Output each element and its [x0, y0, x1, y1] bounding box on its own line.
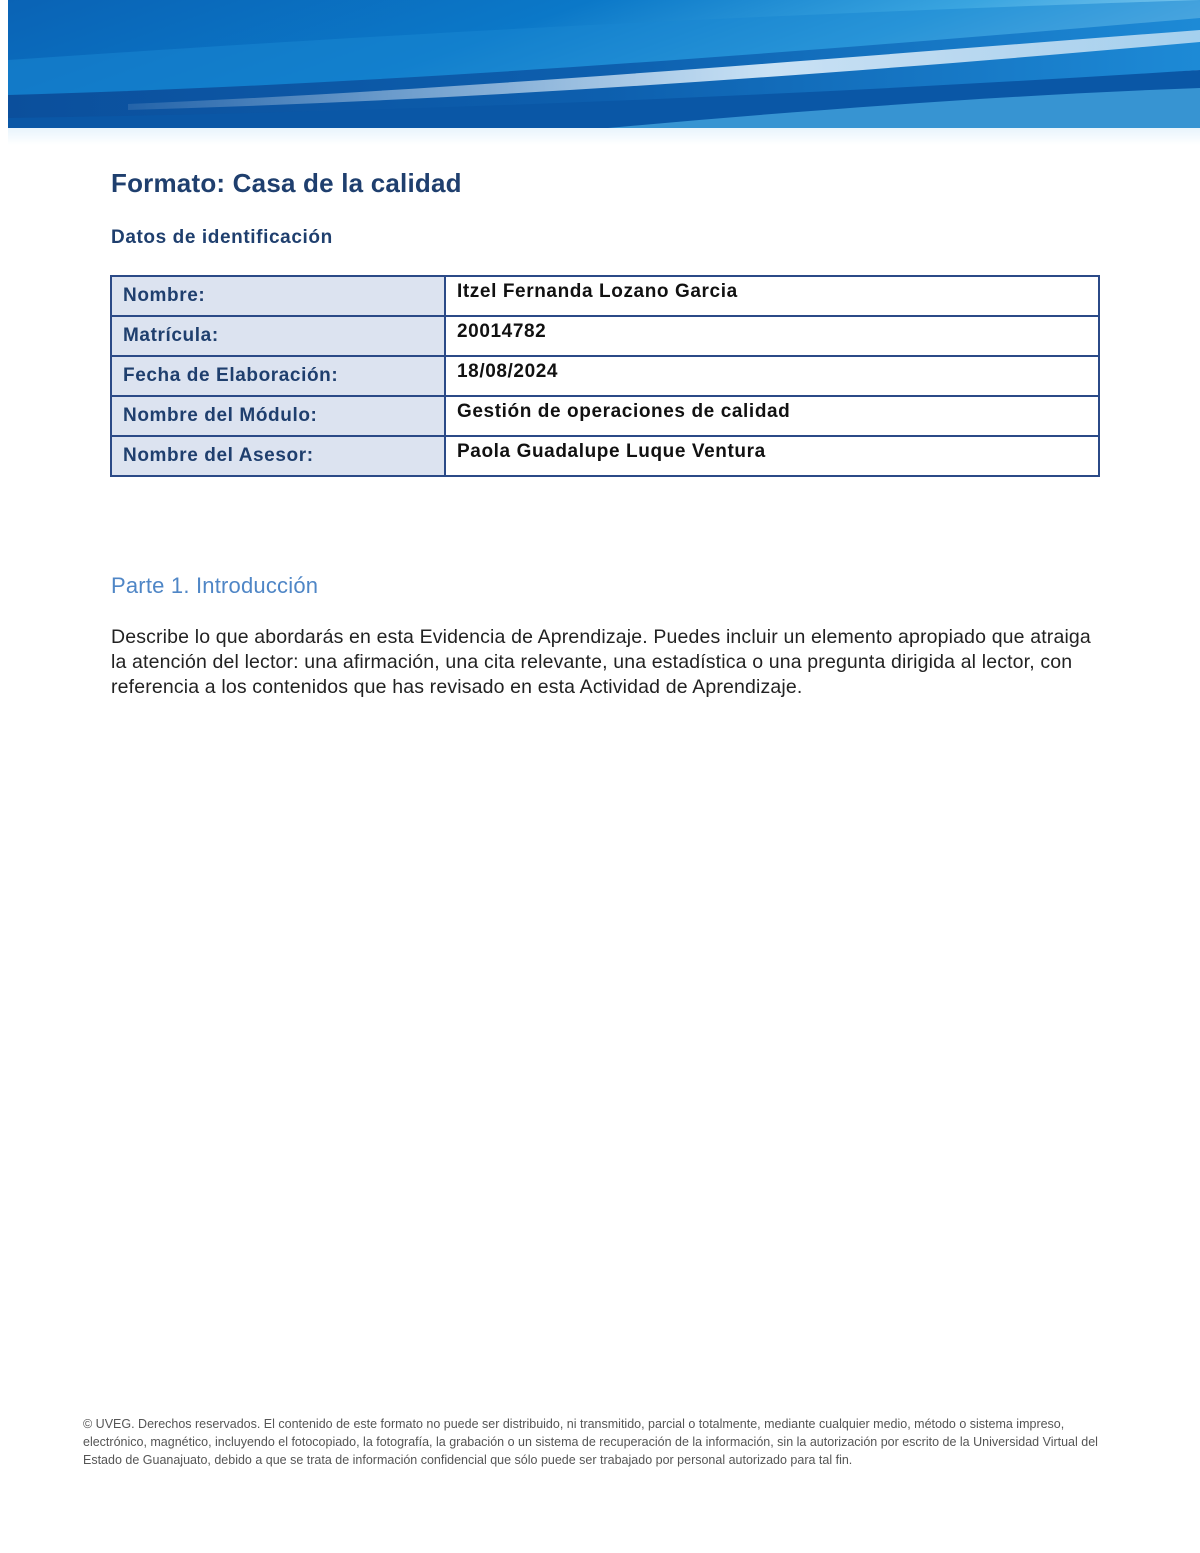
table-row — [111, 316, 1099, 356]
identification-heading: Datos de identificación — [111, 227, 333, 248]
row-label-matricula: Matrícula: — [111, 316, 445, 356]
table-row — [111, 356, 1099, 396]
row-value-modulo: Gestión de operaciones de calidad — [445, 396, 1099, 436]
row-value-matricula: 20014782 — [445, 316, 1099, 356]
introduction-paragraph: Describe lo que abordarás en esta Evidencia de Aprendizaje. Puedes incluir un elemento apropiado que atraiga la atención del lector: una afirmación, una cita relevante, una estadística o una pregunta dirigida al lector, con referencia a los contenidos que has revisado en esta Actividad de Aprendizaje. — [111, 626, 1091, 698]
row-value-fecha: 18/08/2024 — [445, 356, 1099, 396]
header-banner — [8, 0, 1200, 145]
row-value-asesor: Paola Guadalupe Luque Ventura — [445, 436, 1099, 476]
table-row — [111, 436, 1099, 476]
row-value-nombre: Itzel Fernanda Lozano Garcia — [445, 276, 1099, 316]
table-row — [111, 276, 1099, 316]
document-title: Formato: Casa de la calidad — [111, 168, 462, 198]
section-heading-introduccion: Parte 1. Introducción — [111, 573, 319, 598]
identification-table — [110, 275, 1100, 477]
row-label-asesor: Nombre del Asesor: — [111, 436, 445, 476]
row-label-nombre: Nombre: — [111, 276, 445, 316]
table-row — [111, 396, 1099, 436]
row-label-fecha: Fecha de Elaboración: — [111, 356, 445, 396]
row-label-modulo: Nombre del Módulo: — [111, 396, 445, 436]
copyright-footer: © UVEG. Derechos reservados. El contenido de este formato no puede ser distribuido, ni transmitido, parcial o totalmente, mediante cualquier medio, método o sistema impreso, electrónico, magnético, incluyendo el fotocopiado, la fotografía, la grabación o un sistema de recuperación de la información, sin la autorización por escrito de la Universidad Virtual del Estado de Guanajuato, debido a que se trata de información confidencial que sólo puede ser trabajado por personal autorizado para tal fin. — [83, 1417, 1098, 1467]
